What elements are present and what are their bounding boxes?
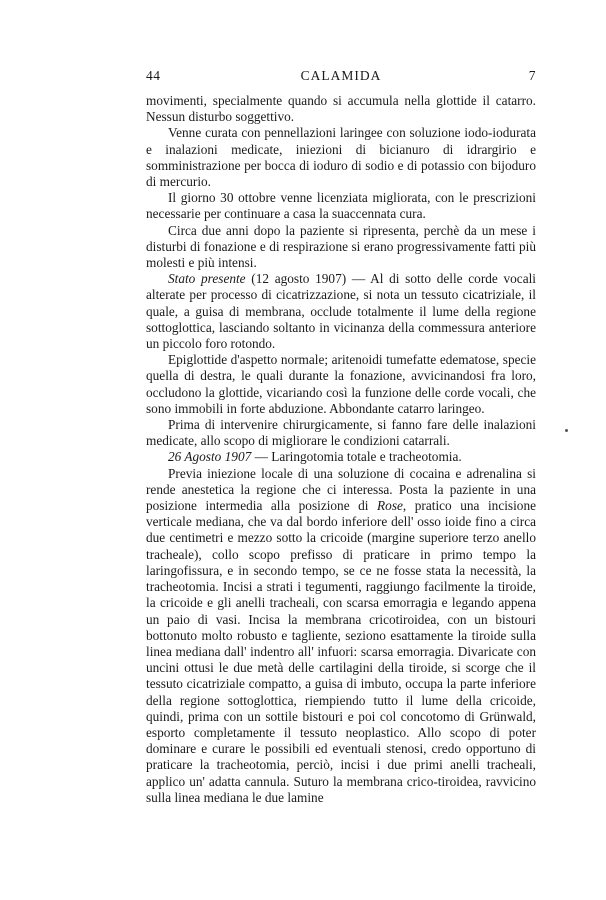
paragraph-text: movimenti, specialmente quando si accumula nella glottide il catarro. Nessun disturbo soggettivo. [146, 93, 536, 125]
paragraph [146, 466, 536, 806]
paragraph-text: Il giorno 30 ottobre venne licenziata migliorata, con le prescrizioni necessarie per continuare a casa la suaccennata cura. [146, 190, 536, 222]
paragraph [146, 93, 536, 125]
section-number: 7 [528, 68, 536, 83]
paragraph-text: — Laringotomia totale e tracheotomia. [251, 449, 462, 465]
page-number: 44 [146, 68, 161, 83]
paragraph-text: (12 agosto 1907) — Al di sotto delle corde vocali alterate per processo di cicatrizzazione, si nota un tessuto cicatriziale, il quale, a guisa di membrana, occlude totalmente il lume della regione sottoglottica, lasciando soltanto in vicinanza della commessura anteriore un piccolo foro rotondo. [146, 271, 536, 352]
paragraph [146, 125, 536, 190]
paragraph-text: Circa due anni dopo la paziente si ripresenta, perchè da un mese i disturbi di fonazione e di respirazione si erano progressivamente fatti più molesti e più intensi. [146, 222, 536, 271]
paragraph-lead: 26 Agosto 1907 [168, 449, 252, 465]
margin-speck [565, 429, 568, 432]
running-head: CALAMIDA [300, 68, 382, 83]
paragraph [146, 449, 536, 465]
paragraph [146, 352, 536, 417]
paragraph-text: , pratico una incisione verticale mediana, che va dal bordo inferiore dell' osso ioide fino a circa due centimetri e mezzo sotto la cricoide (margine superiore terzo anello tracheale), collo scopo prefisso di praticare in primo tempo la laringofissura, e in secondo tempo, se ce ne fosse stata la necessità, la tracheotomia. Incisi a strati i tegumenti, raggiungo facilmente la tiroide, la cricoide e gli anelli tracheali, con scarsa emorragia e legando appena un paio di vasi. Incisa la membrana cricotiroidea, con un bistouri bottonuto molto robusto e tagliente, seziono esattamente la tiroide sulla linea mediana dall' indentro all' infuori: scarsa emorragia. Divaricate con uncini ottusi le due metà delle cartilagini della tiroide, si scorge che il tessuto cicatriziale compatto, a guisa di imbuto, occupa la parte inferiore della regione sottoglottica, riempiendo tutto il lume della cricoide, quindi, prima con un sottile bistouri e poi col concotomo di Grünwald, esporto completamente il tessuto neoplastico. Allo scopo di poter dominare e curare le possibili ed eventuali stenosi, credo opportuno di praticare la tracheotomia, perciò, incisi i due primi anelli tracheali, applico un' adatta cannula. Suturo la membrana crico-tiroidea, ravvicino sulla linea mediana le due lamine [146, 498, 536, 805]
paragraph-emphasis: Rose [377, 498, 403, 514]
paragraph [146, 271, 536, 352]
paragraph-text: Epiglottide d'aspetto normale; aritenoidi tumefatte edematose, specie quella di destra, le quali durante la fonazione, avvicinandosi fra loro, occludono la glottide, vicariando così la funzione delle corde vocali, che sono immobili in forte abduzione. Abbondante catarro laringeo. [146, 352, 536, 416]
paragraph-text: Prima di intervenire chirurgicamente, si fanno fare delle inalazioni medicate, allo scopo di migliorare le condizioni catarrali. [146, 417, 536, 449]
paragraph-text: Venne curata con pennellazioni laringee con soluzione iodo-iodurata e inalazioni medicate, iniezioni di bicianuro di idrargirio e somministrazione per bocca di ioduro di sodio e di potassio con bijoduro di mercurio. [146, 125, 536, 190]
page-header [146, 68, 536, 86]
paragraph [146, 223, 536, 272]
paragraph [146, 417, 536, 449]
body-text [146, 93, 536, 806]
paragraph-lead: Stato presente [168, 271, 246, 287]
paragraph [146, 190, 536, 222]
paragraph-text: Previa iniezione locale di una soluzione di cocaina e adrenalina si rende anestetica la regione che ci interessa. Posta la paziente in una posizione intermedia alla posizione di [146, 465, 536, 514]
